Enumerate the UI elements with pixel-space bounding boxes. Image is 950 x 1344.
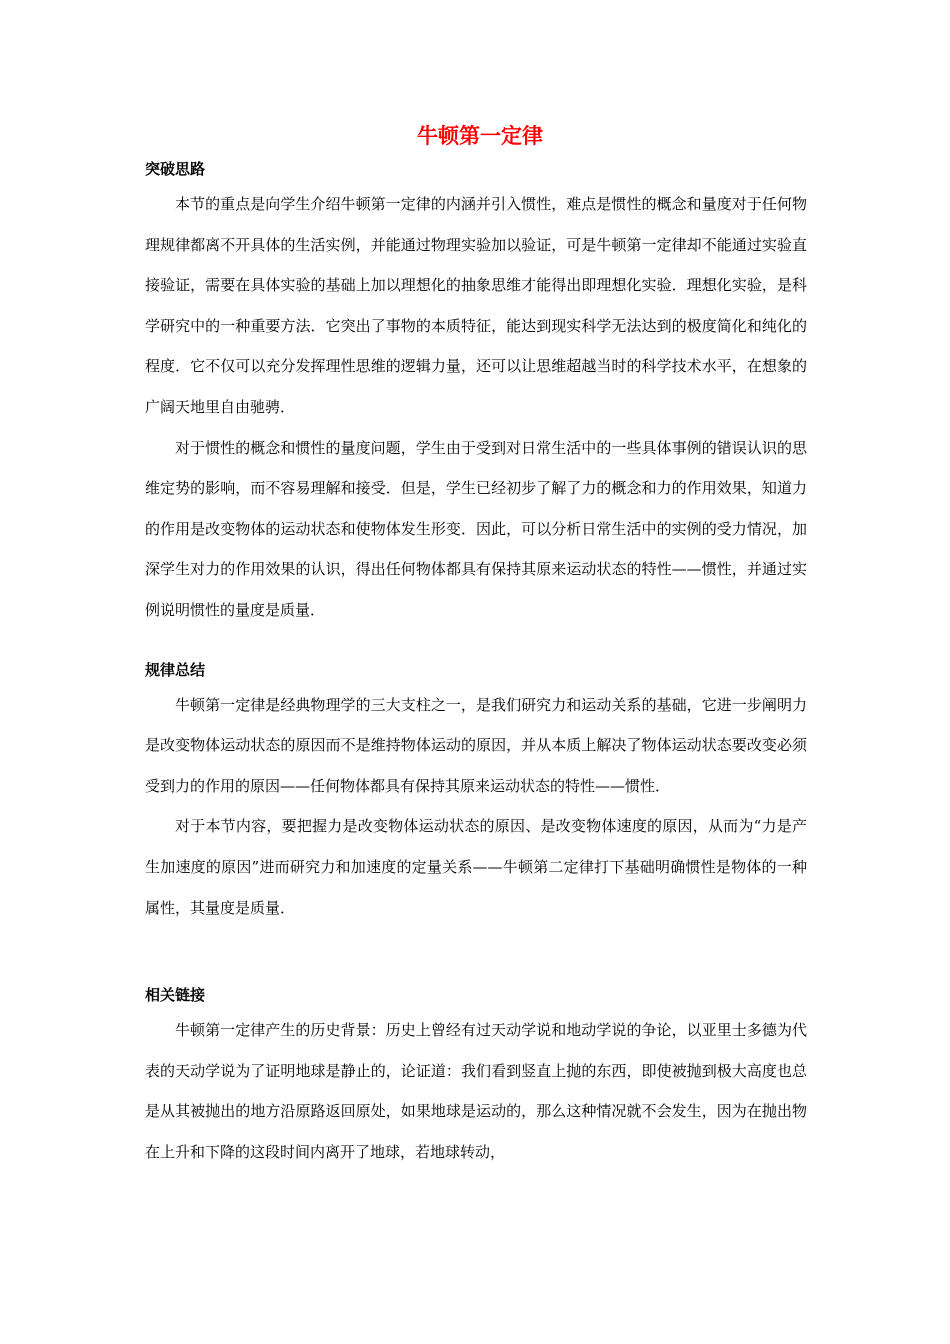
paragraph: 本节的重点是向学生介绍牛顿第一定律的内涵并引入惯性，难点是惯性的概念和量度对于任何物理规律都离不开具体的生活实例，并能通过物理实验加以验证，可是牛顿第一定律却不能通过实验直接验证，需要在具体实验的基础上加以理想化的抽象思维才能得出即理想化实验．理想化实验，是科学研究中的一种重要方法．它突出了事物的本质特征，能达到现实科学无法达到的极度简化和纯化的程度．它不仅可以充分发挥理性思维的逻辑力量，还可以让思维超越当时的科学技术水平，在想象的广阔天地里自由驰骋． (145, 195, 807, 416)
section-heading: 规律总结 (145, 660, 206, 679)
section-heading: 相关链接 (145, 986, 206, 1005)
paragraph: 牛顿第一定律是经典物理学的三大支柱之一，是我们研究力和运动关系的基础，它进一步阐明力是改变物体运动状态的原因而不是维持物体运动的原因，并从本质上解决了物体运动状态要改变必须受到力的作用的原因——任何物体都具有保持其原来运动状态的特性——惯性． (145, 695, 807, 795)
section-rule-summary (145, 655, 807, 929)
section-spacer (145, 928, 807, 980)
paragraph: 对于惯性的概念和惯性的量度问题，学生由于受到对日常生活中的一些具体事例的错误认识的思维定势的影响，而不容易理解和接受．但是，学生已经初步了解了力的概念和力的作用效果，知道力的作用是改变物体的运动状态和使物体发生形变．因此，可以分析日常生活中的实例的受力情况，加深学生对力的作用效果的认识，得出任何物体都具有保持其原来运动状态的特性——惯性，并通过实例说明惯性的量度是质量． (145, 438, 807, 619)
document-title: 牛顿第一定律 (417, 124, 543, 148)
document-page (145, 118, 807, 1172)
section-heading: 突破思路 (145, 160, 206, 178)
paragraph: 牛顿第一定律产生的历史背景：历史上曾经有过天动学说和地动学说的争论，以亚里士多德为代表的天动学说为了证明地球是静止的，论证道：我们看到竖直上抛的东西，即使被抛到极大高度也总是从其被抛出的地方沿原路返回原处，如果地球是运动的，那么这种情况就不会发生，因为在抛出物在上升和下降的这段时间内离开了地球，若地球转动， (145, 1021, 807, 1161)
paragraph: 对于本节内容，要把握力是改变物体运动状态的原因、是改变物体速度的原因，从而为“力是产生加速度的原因”进而研究力和加速度的定量关系——牛顿第二定律打下基础明确惯性是物体的一种属性，其量度是质量． (145, 817, 807, 917)
section-related-links (145, 980, 807, 1172)
section-breakthrough-ideas (145, 154, 807, 631)
section-spacer (145, 631, 807, 655)
